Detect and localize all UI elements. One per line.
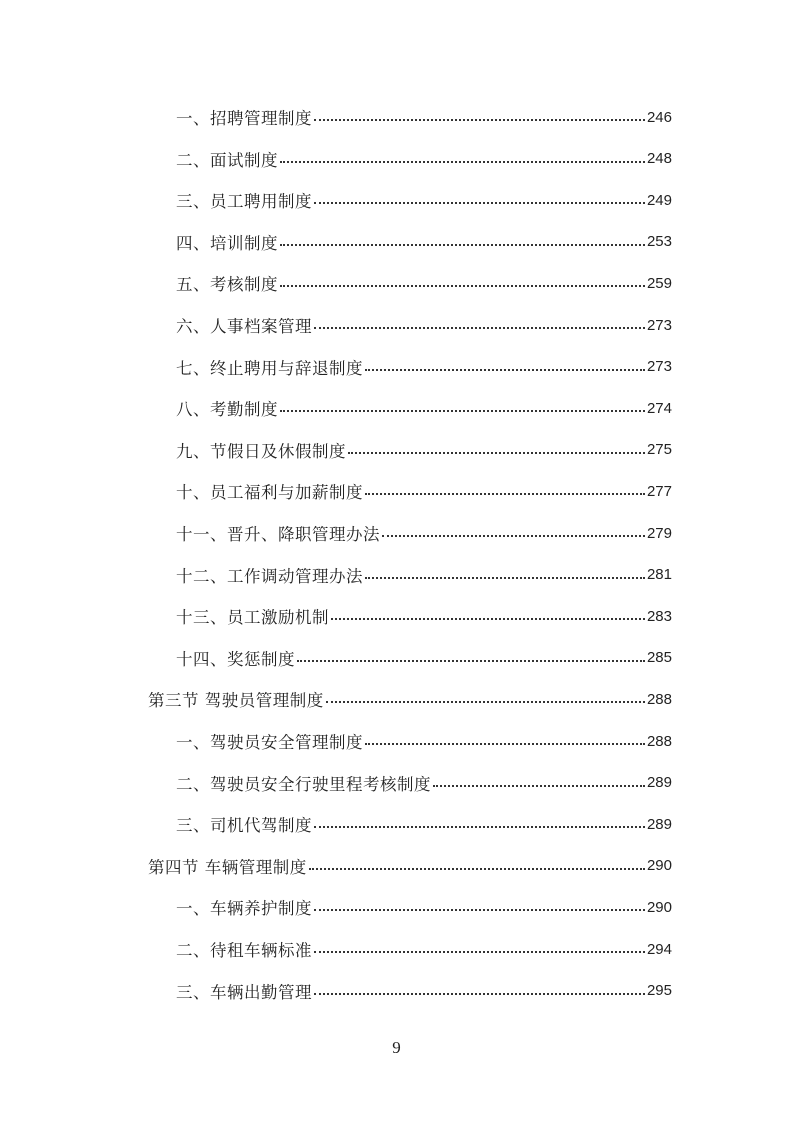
toc-entry-page: 283: [646, 607, 672, 625]
toc-entry[interactable]: [0, 396, 672, 420]
toc-entry-page: 277: [646, 482, 672, 500]
toc-entry[interactable]: [0, 563, 672, 587]
toc-entry-page: 288: [646, 732, 672, 750]
toc-entry[interactable]: [0, 521, 672, 545]
toc-entry-title: 五、考核制度: [176, 275, 278, 295]
toc-entry-page: 246: [646, 108, 672, 126]
toc-entry[interactable]: [0, 355, 672, 379]
toc-entry-page: 248: [646, 150, 672, 168]
toc-entry[interactable]: [0, 105, 672, 129]
toc-entry-page: 274: [646, 399, 672, 417]
toc-entry[interactable]: [0, 604, 672, 628]
toc-entry-title: 十、员工福利与加薪制度: [176, 483, 363, 503]
toc-entry-title: 二、待租车辆标准: [176, 941, 312, 960]
dot-leader: [280, 161, 645, 163]
toc-entry-page: 259: [646, 274, 672, 292]
toc-entry-title: 六、人事档案管理: [176, 317, 312, 336]
toc-entry-title: 第四节 车辆管理制度: [148, 857, 307, 877]
toc-section-entry[interactable]: [0, 854, 672, 878]
toc-entry-page: 281: [646, 566, 672, 584]
dot-leader: [314, 909, 645, 911]
toc-entry-page: 249: [646, 191, 672, 209]
toc-entry[interactable]: [0, 147, 672, 171]
toc-entry-page: 289: [646, 774, 672, 792]
toc-entry[interactable]: [0, 646, 672, 670]
dot-leader: [314, 119, 645, 121]
toc-entry-page: 273: [646, 316, 672, 334]
dot-leader: [314, 951, 645, 953]
dot-leader: [365, 743, 645, 745]
dot-leader: [280, 285, 645, 287]
toc-entry-title: 一、驾驶员安全管理制度: [176, 733, 363, 752]
toc-entry-page: 279: [646, 524, 672, 542]
toc-entry-page: 290: [646, 898, 672, 916]
toc-entry[interactable]: [0, 271, 672, 295]
toc-entry-title: 十二、工作调动管理办法: [176, 566, 363, 586]
toc-entry-title: 十四、奖惩制度: [176, 649, 295, 669]
toc-entry[interactable]: [0, 729, 672, 753]
dot-leader: [326, 701, 645, 703]
toc-section-entry[interactable]: [0, 687, 672, 711]
dot-leader: [280, 244, 645, 246]
toc-entry-title: 三、车辆出勤管理: [176, 982, 312, 1002]
toc-entry-page: 294: [646, 940, 672, 958]
dot-leader: [314, 993, 645, 995]
dot-leader: [382, 535, 645, 537]
toc-entry[interactable]: [0, 895, 672, 919]
toc-entry-page: 290: [646, 857, 672, 875]
toc-entry-page: 289: [646, 815, 672, 833]
dot-leader: [297, 660, 645, 662]
dot-leader: [331, 618, 645, 620]
toc-entry-title: 三、司机代驾制度: [176, 816, 312, 836]
toc-entry[interactable]: [0, 937, 672, 961]
toc-entry[interactable]: [0, 479, 672, 503]
dot-leader: [309, 868, 645, 870]
toc-entry-title: 一、招聘管理制度: [176, 109, 312, 128]
toc-entry-page: 285: [646, 649, 672, 667]
toc-entry[interactable]: [0, 771, 672, 795]
toc-entry-title: 三、员工聘用制度: [176, 192, 312, 212]
dot-leader: [365, 369, 645, 371]
toc-entry-title: 一、车辆养护制度: [176, 899, 312, 919]
dot-leader: [314, 826, 645, 828]
toc-entry-title: 二、驾驶员安全行驶里程考核制度: [176, 774, 431, 794]
toc-entry[interactable]: [0, 230, 672, 254]
dot-leader: [314, 202, 645, 204]
dot-leader: [365, 577, 645, 579]
toc-entry[interactable]: [0, 188, 672, 212]
toc-entry-title: 十三、员工激励机制: [176, 608, 329, 628]
toc-entry-title: 九、节假日及休假制度: [176, 441, 346, 461]
toc-entry-title: 八、考勤制度: [176, 400, 278, 420]
dot-leader: [433, 785, 645, 787]
dot-leader: [348, 452, 645, 454]
toc-entry-page: 295: [646, 982, 672, 1000]
toc-entry-page: 273: [646, 358, 672, 376]
toc-entry[interactable]: [0, 979, 672, 1003]
toc-entry-title: 七、终止聘用与辞退制度: [176, 358, 363, 378]
dot-leader: [280, 410, 645, 412]
toc-entry-page: 288: [646, 690, 672, 708]
toc-entry-title: 十一、晋升、降职管理办法: [176, 525, 380, 544]
toc-entry-title: 第三节 驾驶员管理制度: [148, 691, 324, 711]
page-number: 9: [392, 1038, 401, 1057]
toc-entry[interactable]: [0, 438, 672, 462]
toc-entry-page: 253: [646, 233, 672, 251]
toc-entry-title: 二、面试制度: [176, 150, 278, 170]
toc-entry[interactable]: [0, 812, 672, 836]
toc-entry-page: 275: [646, 441, 672, 459]
dot-leader: [365, 493, 645, 495]
dot-leader: [314, 327, 645, 329]
toc-entry[interactable]: [0, 313, 672, 337]
toc-entry-title: 四、培训制度: [176, 233, 278, 253]
